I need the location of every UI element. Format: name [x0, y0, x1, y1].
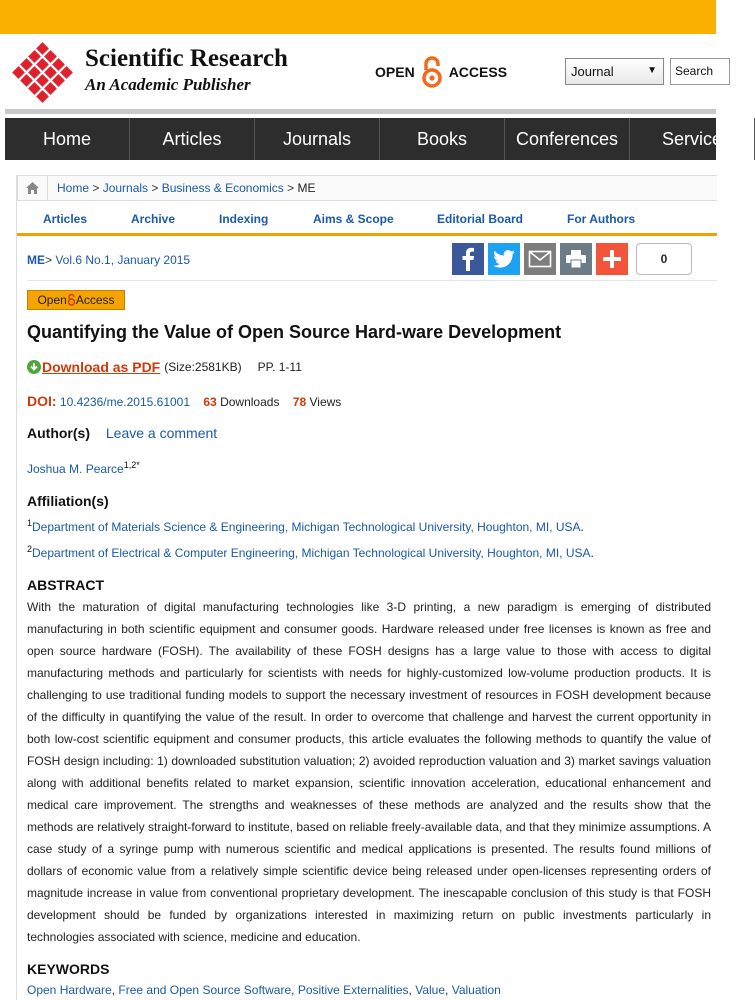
nav-home[interactable]: Home: [5, 118, 130, 160]
file-size: (Size:2581KB): [164, 360, 242, 374]
open-access-badge-left: Open: [37, 293, 67, 307]
open-lock-icon: [421, 56, 443, 88]
subnav-articles[interactable]: Articles: [43, 212, 88, 226]
subnav-aims-scope[interactable]: Aims & Scope: [313, 212, 394, 226]
breadcrumb-home-button[interactable]: [18, 176, 48, 200]
keyword-link[interactable]: Value: [415, 983, 446, 997]
page-range: PP. 1-11: [257, 360, 302, 374]
plus-icon[interactable]: [596, 243, 628, 275]
issue-info: ME> Vol.6 No.1, January 2015: [27, 253, 191, 267]
keywords-heading: KEYWORDS: [27, 961, 110, 977]
downloads-count: 63: [203, 395, 217, 409]
share-count: 0: [636, 243, 692, 275]
authors-title: Author(s): [27, 425, 90, 441]
journal-subnav: [17, 206, 717, 236]
journal-select[interactable]: [565, 58, 664, 85]
open-access-badge: [27, 290, 125, 310]
affiliation-link[interactable]: Department of Materials Science & Engineering, Michigan Technological University, Houghton, MI, USA: [32, 520, 581, 534]
issue-volume[interactable]: Vol.6 No.1, January 2015: [55, 253, 191, 267]
email-icon[interactable]: [524, 243, 556, 275]
article-page: [16, 175, 716, 1000]
home-icon: [26, 182, 39, 194]
issue-journal[interactable]: ME: [27, 253, 45, 267]
download-icon[interactable]: [27, 360, 41, 374]
doi-link[interactable]: 10.4236/me.2015.61001: [59, 395, 191, 409]
open-access-badge-right: Access: [75, 293, 115, 307]
header-divider: [5, 109, 716, 114]
affiliation-2: $^2$Department of Electrical & Computer Engineering, Michigan Technological University, Houghton, MI, USA.: [27, 544, 594, 560]
keyword-link[interactable]: Open Hardware: [27, 983, 112, 997]
keyword-link[interactable]: Valuation: [451, 983, 501, 997]
publisher-name[interactable]: Scientific Research: [85, 45, 288, 72]
views-count: 78: [292, 395, 307, 409]
affiliations-heading: Affiliation(s): [27, 493, 109, 509]
facebook-icon[interactable]: [452, 243, 484, 275]
downloads-label: Downloads: [220, 395, 280, 409]
open-lock-icon: [67, 294, 76, 306]
keyword-link[interactable]: Free and Open Source Software: [118, 983, 292, 997]
affiliation-1: $^1$Department of Materials Science & Engineering, Michigan Technological University, Houghton, MI, USA.: [27, 518, 584, 534]
search-placeholder: Search: [675, 64, 714, 78]
divider: [27, 280, 717, 281]
keyword-link[interactable]: Positive Externalities: [297, 983, 409, 997]
breadcrumb-journals[interactable]: Journals: [102, 181, 149, 195]
authors-heading: [27, 425, 217, 441]
download-line: [27, 359, 302, 375]
open-access-logo: [375, 56, 507, 88]
doi-line: [27, 393, 341, 409]
article-title: Quantifying the Value of Open Source Hard-ware Development: [27, 322, 562, 342]
subnav-editorial-board[interactable]: Editorial Board: [437, 212, 524, 226]
breadcrumb: Home > Journals > Business & Economics > ME: [17, 175, 717, 201]
nav-books[interactable]: Books: [380, 118, 505, 160]
doi-label: DOI:: [27, 393, 57, 409]
open-access-left-text: OPEN: [375, 64, 415, 80]
breadcrumb-current: ME: [297, 181, 316, 195]
nav-service[interactable]: Service: [630, 118, 755, 160]
abstract-text: With the maturation of digital manufacturing technologies like 3-D printing, a new paradigm is emerging of distributed manufacturing in both scientific equipment and consumer goods. Hardware released under free licenses is known as free and open source hardware (FOSH). The availability of these FOSH designs has a large value to those with access to digital manufacturing methods and particularly for scientists with needs for highly-customized low-volume production products. It is challenging to use traditional funding models to support the necessary investment of resources in FOSH development because of the difficulty in quantifying the value of the result. In order to overcome that challenge and harvest the current opportunity in both low-cost scientific equipment and consumer products, this article evaluates the following methods to quantify the value of FOSH design including: 1) downloaded substitution valuation; 2) avoided reproduction valuation and 3) market savings valuation along with additional benefits related to market expansion, scientific innovation acceleration, educational enhancement and medical care improvement. The strengths and weaknesses of these methods are analyzed and the results show that the methods are relatively straight-forward to institute, based on reliable freely-available data, and that they minimize assumptions. A case study of a syringe pump with numerous scientific and medical applications is presented. The results found millions of dollars of economic value from a relatively simple scientific device being released under open-licenses representing orders of magnitude increase in value from conventional proprietary development. The inescapable conclusion of this study is that FOSH development should be funded by organizations interested in maximizing return on public investments particularly in technologies associated with science, medicine and education.: [27, 600, 711, 944]
subnav-indexing[interactable]: Indexing: [219, 212, 269, 226]
search-input[interactable]: [670, 58, 730, 85]
publisher-tagline: An Academic Publisher: [85, 75, 251, 94]
breadcrumb-home[interactable]: Home: [57, 181, 90, 195]
author-affiliation-sup: 1,2*: [123, 460, 140, 470]
abstract-heading: ABSTRACT: [27, 577, 104, 593]
breadcrumb-category[interactable]: Business & Economics: [161, 181, 284, 195]
author-entry: [27, 460, 140, 476]
nav-articles[interactable]: Articles: [130, 118, 255, 160]
dropdown-arrow-icon: ▼: [647, 65, 657, 76]
nav-conferences[interactable]: Conferences: [505, 118, 630, 160]
subnav-for-authors[interactable]: For Authors: [567, 212, 636, 226]
open-access-right-text: ACCESS: [448, 64, 508, 80]
journal-select-value: Journal: [571, 64, 614, 79]
leave-comment-link[interactable]: Leave a comment: [105, 425, 218, 441]
views-label: Views: [309, 395, 342, 409]
top-accent-bar: [0, 0, 716, 34]
share-bar: [452, 243, 692, 275]
download-pdf-link[interactable]: Download as PDF: [42, 359, 161, 375]
author-link[interactable]: Joshua M. Pearce: [27, 462, 124, 476]
affiliation-link[interactable]: Department of Electrical & Computer Engineering, Michigan Technological University, Houghton, MI, USA: [32, 546, 591, 560]
nav-journals[interactable]: Journals: [255, 118, 380, 160]
main-nav: [5, 118, 723, 160]
subnav-archive[interactable]: Archive: [131, 212, 176, 226]
keywords-list: Open Hardware, Free and Open Source Software, Positive Externalities, Value, Valuation: [27, 983, 501, 997]
publisher-logo[interactable]: [12, 42, 72, 102]
print-icon[interactable]: [560, 243, 592, 275]
site-header: [0, 34, 716, 112]
twitter-icon[interactable]: [488, 243, 520, 275]
